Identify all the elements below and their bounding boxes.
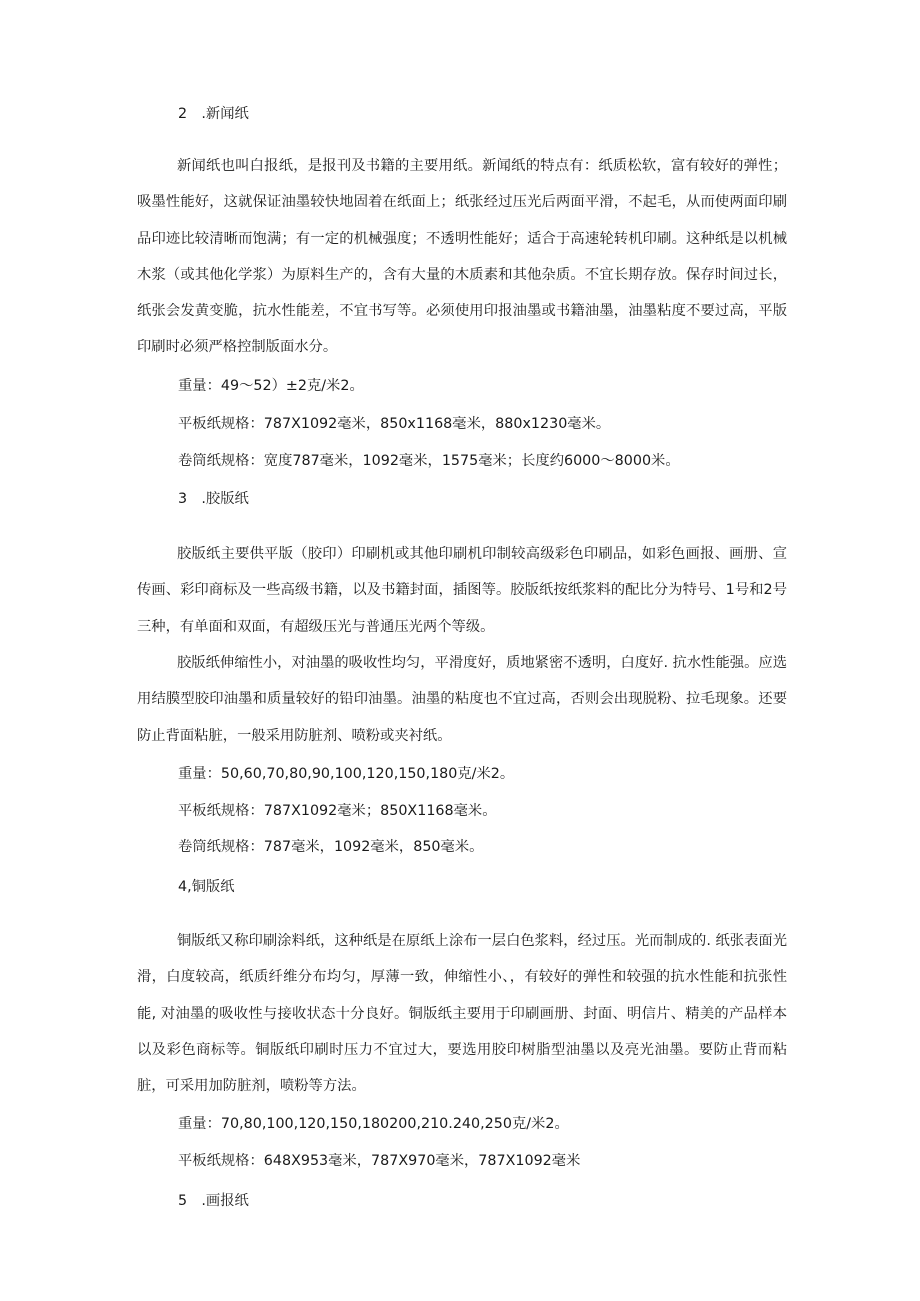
- paragraph-newsprint-description: 新闻纸也叫白报纸，是报刊及书籍的主要用纸。新闻纸的特点有：纸质松软，富有较好的弹性；吸墨性能好，这就保证油墨较快地固着在纸面上；纸张经过压光后两面平滑，不起毛，从而使两面印刷品印迹比较清晰而饱满；有一定的机械强度；不透明性能好；适合于高速轮转机印刷。这种纸是以机械木浆（或其他化学浆）为原料生产的，含有大量的木质素和其他杂质。不宜长期存放。保存时间过长，纸张会发黄变脆，抗水性能差，不宜书写等。必须使用印报油墨或书籍油墨，油墨粘度不要过高，平版印刷时必须严格控制版面水分。: [137, 158, 787, 356]
- spec-offset-sheet-size: 平板纸规格：787X1092毫米；850X1168毫米。: [178, 803, 497, 819]
- section-heading-newsprint: 2 .新闻纸: [178, 106, 249, 122]
- spec-newsprint-roll-size: 卷筒纸规格：宽度787毫米，1092毫米，1575毫米；长度约6000～8000米。: [178, 453, 680, 469]
- spec-newsprint-sheet-size: 平板纸规格：787X1092毫米，850x1168毫米，880x1230毫米。: [178, 416, 611, 432]
- paragraph-offset-description: 胶版纸主要供平版（胶印）印刷机或其他印刷机印制较高级彩色印刷品，如彩色画报、画册、宣传画、彩印商标及一些高级书籍，以及书籍封面，插图等。胶版纸按纸浆料的配比分为特号、1号和2号三种，有单面和双面，有超级压光与普通压光两个等级。: [137, 546, 787, 635]
- spec-coated-sheet-size: 平板纸规格：648X953毫米，787X970毫米，787X1092毫米: [178, 1153, 581, 1169]
- spec-offset-roll-size: 卷筒纸规格：787毫米，1092毫米，850毫米。: [178, 839, 484, 855]
- section-heading-coated-paper: 4,铜版纸: [178, 879, 235, 895]
- spec-coated-weight: 重量：70,80,100,120,150,180200,210.240,250克/米2。: [178, 1116, 569, 1132]
- section-heading-pictorial-paper: 5 .画报纸: [178, 1193, 249, 1209]
- spec-newsprint-weight: 重量：49～52）±2克/米2。: [178, 378, 364, 394]
- section-heading-offset-paper: 3 .胶版纸: [178, 491, 249, 507]
- paragraph-offset-properties: 胶版纸伸缩性小，对油墨的吸收性均匀，平滑度好，质地紧密不透明，白度好. 抗水性能强。应选用结膜型胶印油墨和质量较好的铅印油墨。油墨的粘度也不宜过高，否则会出现脱粉、拉毛现象。还要防止背面粘脏，一般采用防脏剂、喷粉或夹衬纸。: [137, 655, 787, 744]
- paragraph-coated-description: 铜版纸又称印刷涂料纸，这种纸是在原纸上涂布一层白色浆料，经过压。光而制成的. 纸张表面光滑，白度较高，纸质纤维分布均匀，厚薄一致，伸缩性小、，有较好的弹性和较强的抗水性能和抗张性能, 对油墨的吸收性与接收状态十分良好。铜版纸主要用于印刷画册、封面、明信片、精美的产品样本以及彩色商标等。铜版纸印刷时压力不宜过大，要选用胶印树脂型油墨以及亮光油墨。要防止背而粘脏，可采用加防脏剂，喷粉等方法。: [137, 933, 787, 1095]
- spec-offset-weight: 重量：50,60,70,80,90,100,120,150,180克/米2。: [178, 766, 515, 782]
